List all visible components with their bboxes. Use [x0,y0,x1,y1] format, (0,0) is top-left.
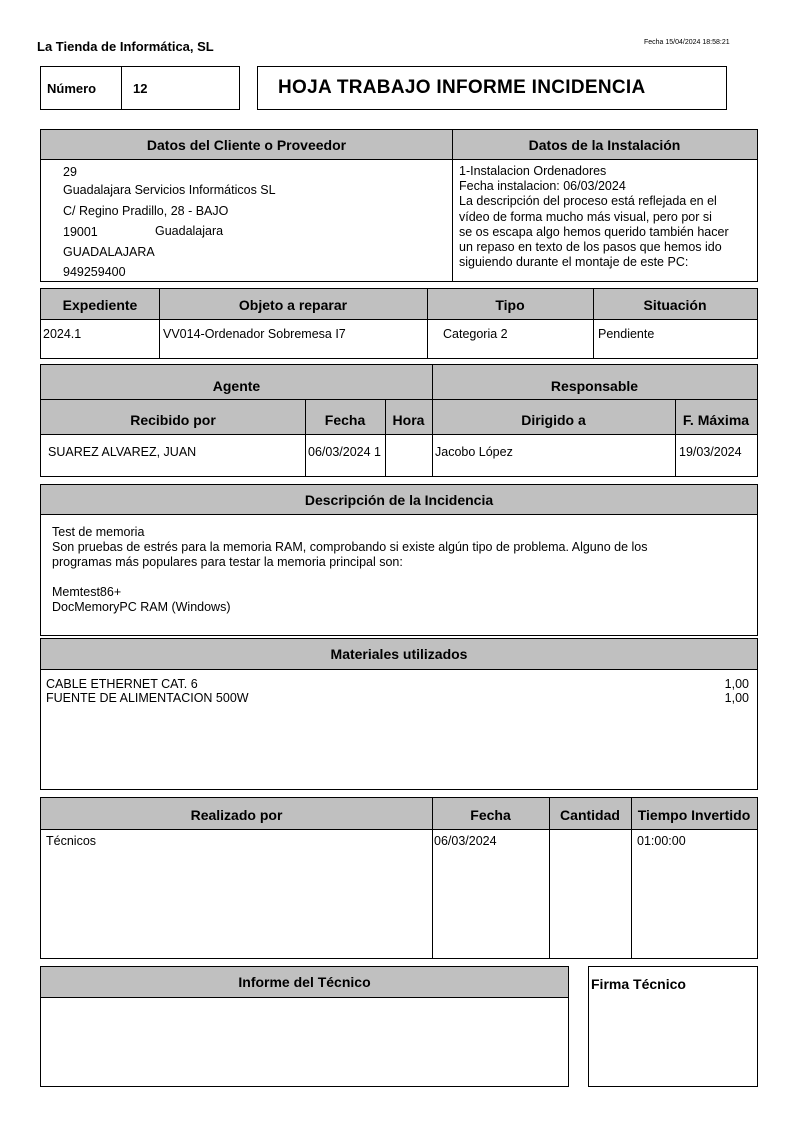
installation-details [459,164,729,270]
material-qty: 1,00 [724,677,749,691]
client-phone: 949259400 [63,265,126,279]
work-fecha-value: 06/03/2024 [434,834,497,848]
material-name: FUENTE DE ALIMENTACION 500W [46,691,249,705]
tiempo-value: 01:00:00 [637,834,686,848]
recibido-value: SUAREZ ALVAREZ, JUAN [48,445,197,459]
recibido-header: Recibido por [130,412,216,428]
signature-label: Firma Técnico [591,976,686,992]
client-city: Guadalajara [155,224,224,238]
material-name: CABLE ETHERNET CAT. 6 [46,677,198,691]
objeto-value: VV014-Ordenador Sobremesa I7 [163,327,346,341]
work-fecha-header: Fecha [470,807,511,823]
incident-header: Descripción de la Incidencia [41,485,757,515]
dirigido-header: Dirigido a [521,412,586,428]
report-section [40,966,569,1087]
page-title: HOJA TRABAJO INFORME INCIDENCIA [278,77,646,98]
dirigido-value: Jacobo López [435,445,513,459]
number-value: 12 [133,81,148,96]
client-name: Guadalajara Servicios Informáticos SL [63,183,276,197]
realizado-value: Técnicos [46,834,97,848]
work-section [40,797,758,959]
materials-section [40,638,758,790]
expediente-header: Expediente [62,297,138,313]
print-date: Fecha 15/04/2024 18:58:21 [644,39,730,46]
tiempo-header: Tiempo Invertido [637,807,751,823]
client-postal-code: 19001 [63,225,98,239]
fecha-value: 06/03/2024 1 [308,445,381,459]
client-code: 29 [63,165,77,179]
incident-line: DocMemoryPC RAM (Windows) [52,600,231,614]
client-header: Datos del Cliente o Proveedor [41,130,452,160]
fecha-header: Fecha [324,412,366,428]
expediente-value: 2024.1 [43,327,82,341]
situacion-header: Situación [643,297,707,313]
installation-line: La descripción del proceso está reflejada en el [459,194,717,209]
cantidad-header: Cantidad [560,807,620,823]
responsable-header: Responsable [550,378,639,394]
incident-line: programas más populares para testar la memoria principal son: [52,555,403,569]
tipo-header: Tipo [495,297,525,313]
incident-line: Memtest86+ [52,585,122,599]
installation-header: Datos de la Instalación [452,130,757,160]
fmax-value: 19/03/2024 [679,445,742,459]
client-address: C/ Regino Pradillo, 28 - BAJO [63,204,229,218]
fmax-header: F. Máxima [682,412,750,428]
signature-box [588,966,758,1087]
installation-line: vídeo de forma mucho más visual, pero por si [459,209,712,224]
incident-line: Test de memoria [52,525,145,539]
incident-line [52,570,647,585]
company-name: La Tienda de Informática, SL [37,39,214,54]
number-label: Número [47,81,97,96]
case-section [40,288,758,359]
incident-line: Son pruebas de estrés para la memoria RAM, comprobando si existe algún tipo de problema. Alguno de los [52,540,648,554]
installation-line: se os escapa algo hemos querido también hacer [459,224,729,239]
material-qty: 1,00 [724,691,749,705]
agent-section [40,364,758,477]
agent-header: Agente [212,378,261,394]
report-header: Informe del Técnico [41,967,568,998]
client-province: GUADALAJARA [63,245,155,259]
objeto-header: Objeto a reparar [238,297,348,313]
materials-header: Materiales utilizados [41,639,757,670]
installation-line: siguiendo durante el montaje de este PC: [459,255,689,270]
title-box [257,66,727,110]
incident-section [40,484,758,636]
incident-text [52,525,647,615]
client-installation-section [40,129,758,282]
installation-line: 1-Instalacion Ordenadores [459,164,607,178]
installation-line: Fecha instalacion: 06/03/2024 [459,179,626,194]
tipo-value: Categoria 2 [443,327,508,341]
installation-line: un repaso en texto de los pasos que hemos ido [459,240,722,255]
situacion-value: Pendiente [598,327,655,341]
number-box [40,66,240,110]
hora-header: Hora [392,412,425,428]
realizado-header: Realizado por [190,807,283,823]
